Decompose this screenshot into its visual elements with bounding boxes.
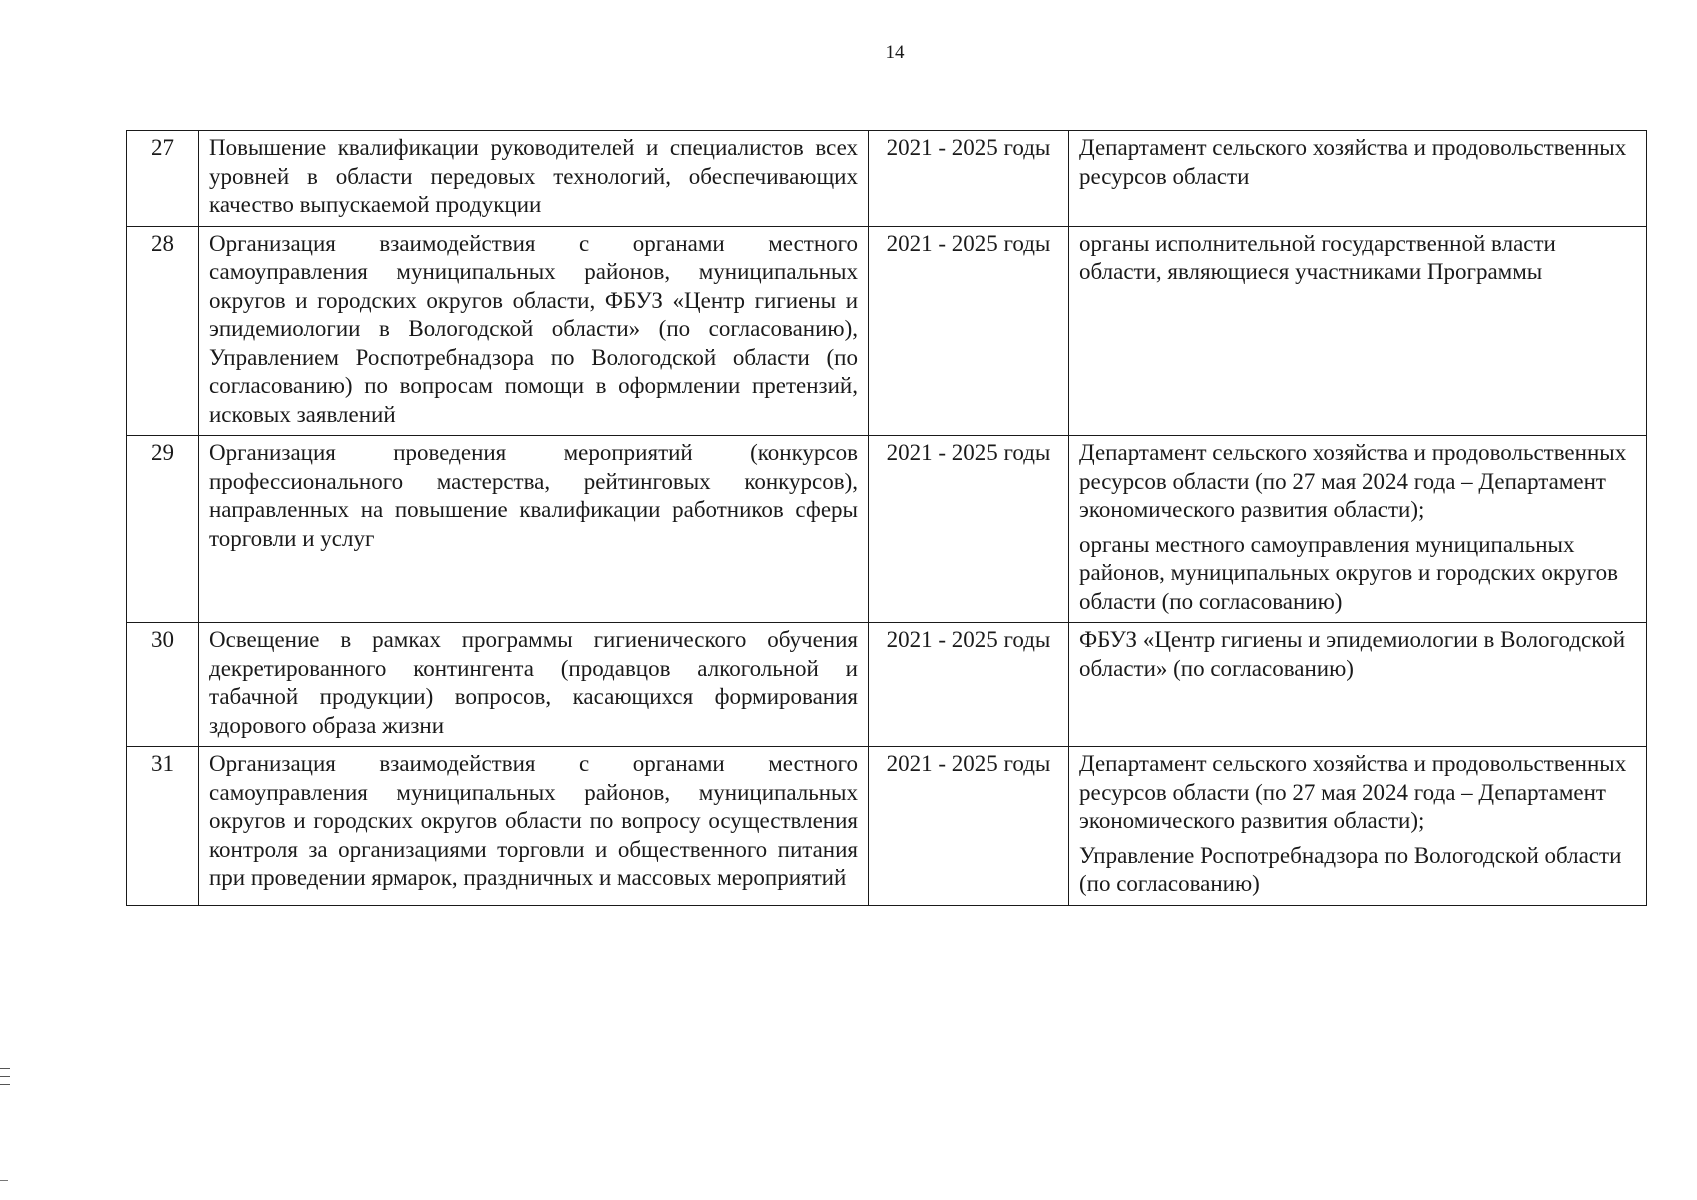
scan-margin-marks [0,1068,10,1092]
executor-text: Департамент сельского хозяйства и продовольственных ресурсов области [1079,135,1627,189]
implementation-period: 2021 - 2025 годы [869,623,1069,747]
executor-text: ФБУЗ «Центр гигиены и эпидемиологии в Вологодской области» (по согласованию) [1079,627,1626,681]
row-number: 30 [127,623,199,747]
table-row [127,747,1647,906]
measure-description: Повышение квалификации руководителей и специалистов всех уровней в области передовых технологий, обеспечивающих качество выпускаемой продукции [199,131,869,227]
scan-edge-mark [0,1180,8,1181]
page-number: 14 [885,42,905,63]
executors-cell [1069,131,1647,227]
executor-text: органы местного самоуправления муниципальных районов, муниципальных округов и городских округов области (по согласованию) [1079,531,1619,614]
row-number: 27 [127,131,199,227]
measure-description: Организация взаимодействия с органами местного самоуправления муниципальных районов, муниципальных округов и городских округов области по вопросу осуществления контроля за организациями торговли и общественного питания при проведении ярмарок, праздничных и массовых мероприятий [199,747,869,906]
measure-description: Организация проведения мероприятий (конкурсов профессионального мастерства, рейтинговых конкурсов), направленных на повышение квалификации работников сферы торговли и услуг [199,436,869,623]
executor-text: Управление Роспотребнадзора по Вологодской области (по согласованию) [1079,842,1622,896]
row-number: 31 [127,747,199,906]
implementation-period: 2021 - 2025 годы [869,747,1069,906]
executors-cell [1069,436,1647,623]
scan-mark-line [0,1076,10,1077]
scan-mark-line [0,1084,10,1085]
measure-description: Организация взаимодействия с органами местного самоуправления муниципальных районов, муниципальных округов и городских округов области, ФБУЗ «Центр гигиены и эпидемиологии в Вологодской области» (по согласованию), Управлением Роспотребнадзора по Вологодской области (по согласованию) по вопросам помощи в оформлении претензий, исковых заявлений [199,226,869,436]
implementation-period: 2021 - 2025 годы [869,436,1069,623]
scan-mark-line [0,1068,10,1069]
row-number: 29 [127,436,199,623]
row-number: 28 [127,226,199,436]
measures-table [126,130,1647,906]
executor-text: Департамент сельского хозяйства и продовольственных ресурсов области (по 27 мая 2024 года – Департамент экономического развития области); [1079,440,1627,522]
implementation-period: 2021 - 2025 годы [869,226,1069,436]
executors-cell [1069,226,1647,436]
table-row [127,436,1647,623]
implementation-period: 2021 - 2025 годы [869,131,1069,227]
executors-cell [1069,747,1647,906]
measure-description: Освещение в рамках программы гигиенического обучения декретированного контингента (продавцов алкогольной и табачной продукции) вопросов, касающихся формирования здорового образа жизни [199,623,869,747]
executor-text: органы исполнительной государственной власти области, являющиеся участниками Программы [1079,230,1556,284]
table-row [127,226,1647,436]
table-row [127,623,1647,747]
executors-cell [1069,623,1647,747]
table-row [127,131,1647,227]
executor-text: Департамент сельского хозяйства и продовольственных ресурсов области (по 27 мая 2024 года – Департамент экономического развития области); [1079,751,1627,833]
